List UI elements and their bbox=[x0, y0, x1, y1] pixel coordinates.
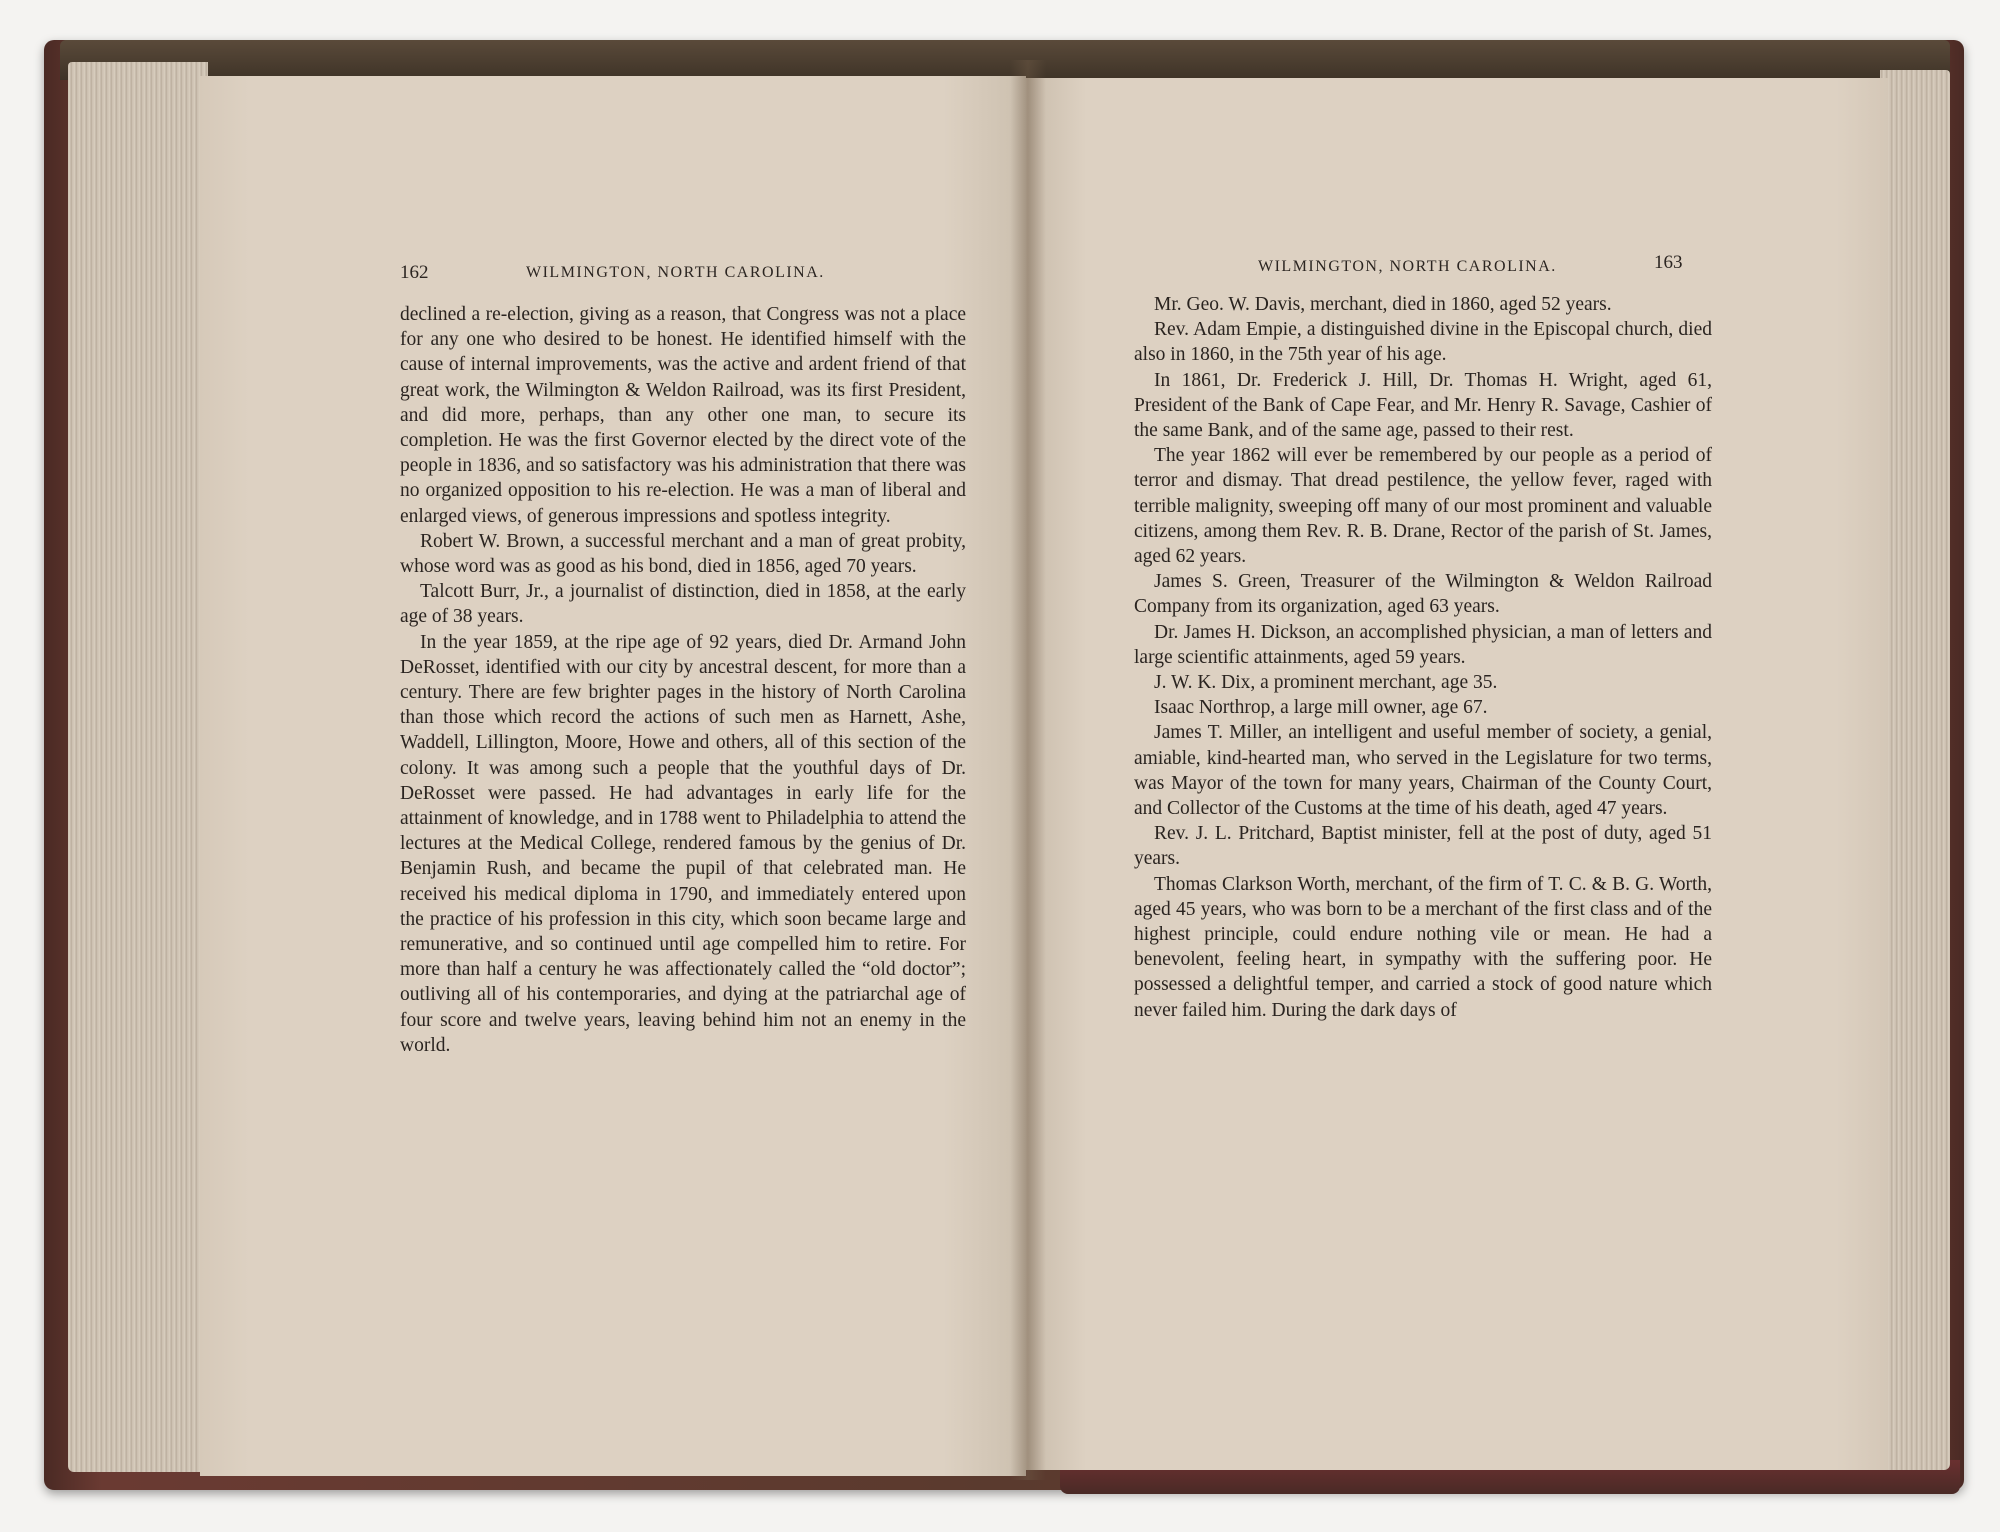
left-paragraph-3: Talcott Burr, Jr., a journalist of distinction, died in 1858, at the early age of 38 years. bbox=[400, 581, 966, 628]
right-running-head: WILMINGTON, NORTH CAROLINA. bbox=[1258, 258, 1557, 275]
right-paragraph-5: James S. Green, Treasurer of the Wilmington & Weldon Railroad Company from its organization, aged 63 years. bbox=[1134, 571, 1712, 618]
left-paragraph-1: declined a re-election, giving as a reason, that Congress was not a place for any one who desired to be honest. He identified himself with the cause of internal improvements, was the active and ardent friend of that great work, the Wilmington & Weldon Railroad, was its first President, and did more, perhaps, than any other one man, to secure its completion. He was the first Governor elected by the direct vote of the people in 1836, and so satisfactory was his administration that there was no organized opposition to his re-election. He was a man of liberal and enlarged views, of generous impressions and spotless integrity. bbox=[400, 304, 966, 527]
right-paragraph-3: In 1861, Dr. Frederick J. Hill, Dr. Thomas H. Wright, aged 61, President of the Bank of Cape Fear, and Mr. Henry R. Savage, Cashier of the same Bank, and of the same age, passed to their rest. bbox=[1134, 369, 1712, 442]
right-page-number: 163 bbox=[1654, 252, 1683, 273]
book-gutter bbox=[1010, 60, 1046, 1480]
right-paragraph-11: Thomas Clarkson Worth, merchant, of the firm of T. C. & B. G. Worth, aged 45 years, who was born to be a merchant of the first class and of the highest principle, could endure nothing vile or mean. He had a benevolent, feeling heart, in sympathy with the suffering poor. He possessed a delightful temper, and carried a stock of good nature which never failed him. During the dark days of bbox=[1134, 873, 1712, 1021]
left-paragraph-2: Robert W. Brown, a successful merchant and a man of great probity, whose word was as good as his bond, died in 1856, aged 70 years. bbox=[400, 530, 966, 578]
book-spine-top bbox=[60, 40, 1950, 80]
right-paragraph-6: Dr. James H. Dickson, an accomplished physician, a man of letters and large scientific attainments, aged 59 years. bbox=[1134, 621, 1712, 668]
right-paragraph-2: Rev. Adam Empie, a distinguished divine in the Episcopal church, died also in 1860, in the 75th year of his age. bbox=[1134, 319, 1712, 366]
left-page-edges bbox=[68, 62, 208, 1472]
right-page bbox=[1026, 78, 1888, 1470]
right-paragraph-4: The year 1862 will ever be remembered by our people as a period of terror and dismay. That dread pestilence, the yellow fever, raged with terrible malignity, sweeping off many of our most prominent and valuable citizens, among them Rev. R. B. Drane, Rector of the parish of St. James, aged 62 years. bbox=[1134, 445, 1712, 568]
left-body-text bbox=[400, 302, 966, 1058]
left-paragraph-4: In the year 1859, at the ripe age of 92 years, died Dr. Armand John DeRosset, identified with our city by ancestral descent, for more than a century. There are few brighter pages in the history of North Carolina than those which record the actions of such men as Harnett, Ashe, Waddell, Lillington, Moore, Howe and others, all of this section of the colony. It was among such a people that the youthful days of Dr. DeRosset were passed. He had advantages in early life for the attainment of knowledge, and in 1788 went to Philadelphia to attend the lectures at the Medical College, rendered famous by the genius of Dr. Benjamin Rush, and became the pupil of that celebrated man. He received his medical diploma in 1790, and immediately entered upon the practice of his profession in this city, which soon became large and remunerative, and so continued until age compelled him to retire. For more than half a century he was affectionately called the “old doctor”; outliving all of his contemporaries, and dying at the patriarchal age of four score and twelve years, leaving behind him not an enemy in the world. bbox=[400, 631, 966, 1056]
right-page-edges bbox=[1880, 70, 1950, 1470]
right-paragraph-10: Rev. J. L. Pritchard, Baptist minister, fell at the post of duty, aged 51 years. bbox=[1134, 823, 1712, 870]
right-paragraph-8: Isaac Northrop, a large mill owner, age 67. bbox=[1154, 697, 1488, 719]
left-running-head: WILMINGTON, NORTH CAROLINA. bbox=[526, 264, 825, 281]
right-paragraph-1: Mr. Geo. W. Davis, merchant, died in 1860, aged 52 years. bbox=[1154, 294, 1612, 315]
left-page-number: 162 bbox=[400, 262, 429, 283]
right-paragraph-7: J. W. K. Dix, a prominent merchant, age 35. bbox=[1154, 672, 1498, 694]
right-body-text bbox=[1134, 292, 1712, 1023]
right-paragraph-9: James T. Miller, an intelligent and useful member of society, a genial, amiable, kind-hearted man, who served in the Legislature for two terms, was Mayor of the town for many years, Chairman of the County Court, and Collector of the Customs at the time of his death, aged 47 years. bbox=[1134, 722, 1712, 820]
left-page bbox=[200, 76, 1026, 1476]
